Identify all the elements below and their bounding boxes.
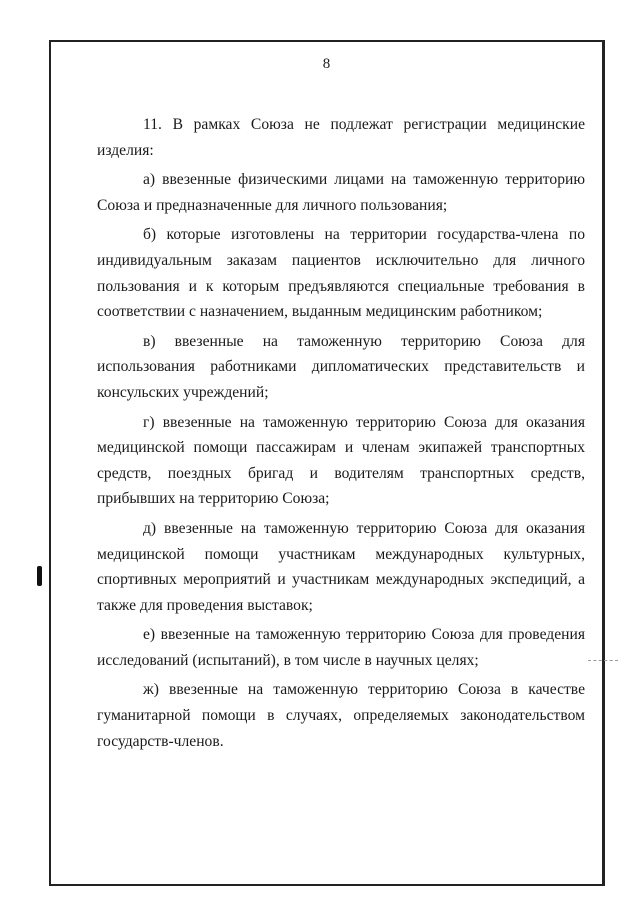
scan-artifact-mark (37, 566, 42, 586)
paragraph-zh: ж) ввезенные на таможенную территорию Союза в качестве гуманитарной помощи в случаях, определяемых законодательством государств-членов. (97, 681, 585, 750)
scan-artifact-dash (588, 660, 618, 662)
paragraph-d: д) ввезенные на таможенную территорию Союза для оказания медицинской помощи участникам международных культурных, спортивных мероприятий и участникам международных экспедиций, а также для проведения выставок; (97, 519, 585, 614)
paragraph-v: в) ввезенные на таможенную территорию Союза для использования работниками дипломатических представительств и консульских учреждений; (97, 332, 585, 401)
paragraph-11: 11. В рамках Союза не подлежат регистрации медицинские изделия: (97, 116, 585, 159)
paragraph-g: г) ввезенные на таможенную территорию Союза для оказания медицинской помощи пассажирам и членам экипажей транспортных средств, поездных бригад и водителям транспортных средств, прибывших на территорию Союза; (97, 413, 585, 508)
document-body (97, 112, 585, 758)
document-page (49, 40, 605, 886)
paragraph-e: е) ввезенные на таможенную территорию Союза для проведения исследований (испытаний), в том числе в научных целях; (97, 626, 585, 669)
page-number: 8 (322, 56, 331, 72)
paragraph-b: б) которые изготовлены на территории государства-члена по индивидуальным заказам пациентов исключительно для личного пользования и к которым предъявляются специальные требования в соответствии с назначением, выданным медицинским работником; (97, 226, 585, 321)
paragraph-a: а) ввезенные физическими лицами на таможенную территорию Союза и предназначенные для личного пользования; (97, 171, 585, 214)
